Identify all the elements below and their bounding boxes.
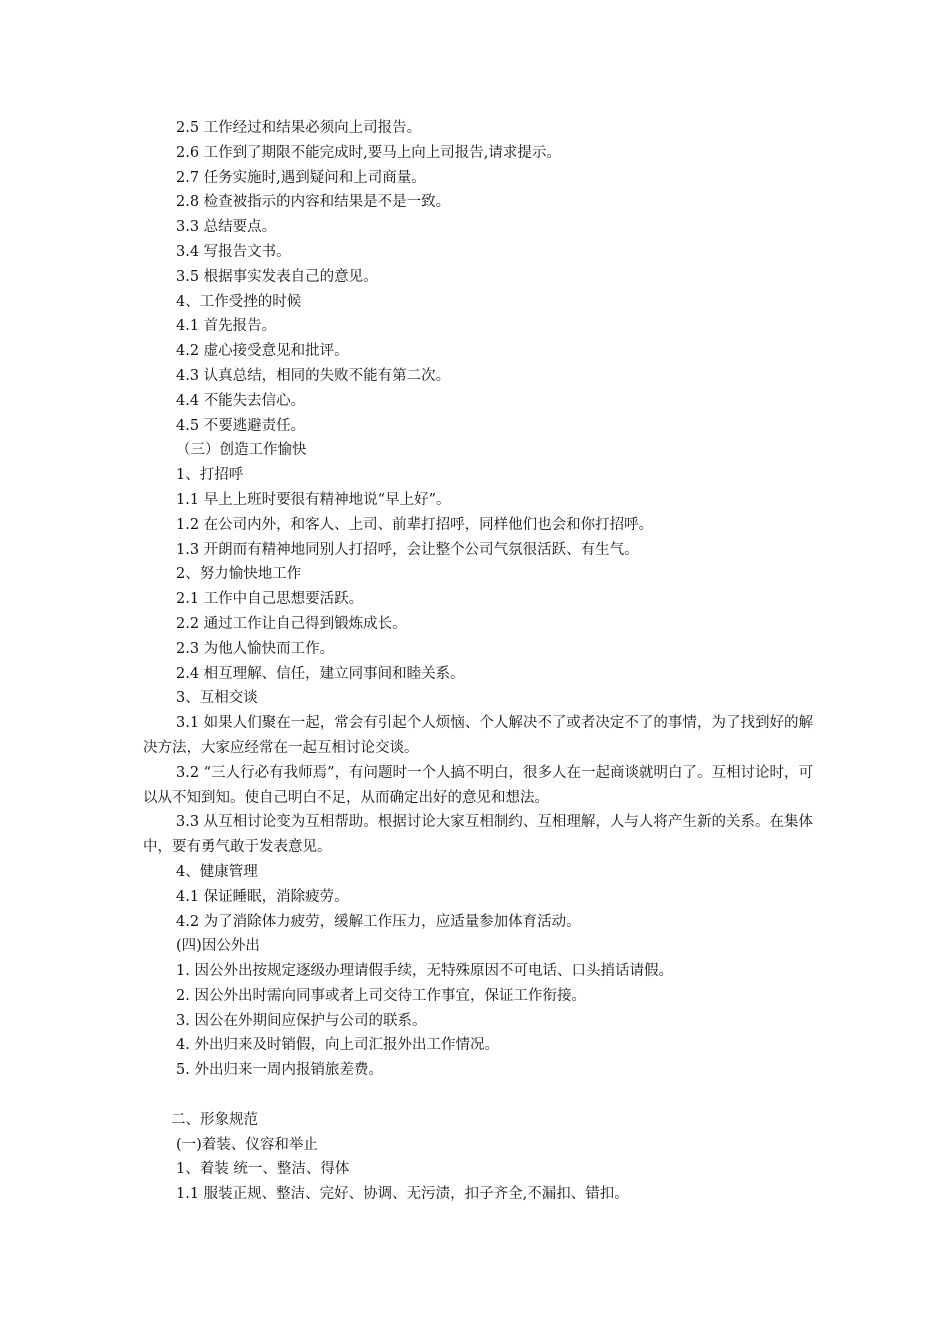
text-line: 1.1 早上上班时要很有精神地说“早上好”。: [176, 491, 451, 508]
text-line: 2.5 工作经过和结果必须向上司报告。: [176, 120, 422, 136]
text-line: 4.5 不要逃避责任。: [176, 417, 306, 434]
section-heading: 4、工作受挫的时候: [176, 293, 302, 310]
text-line: 2.1 工作中自己思想要活跃。: [176, 591, 364, 608]
text-line: 2.6 工作到了期限不能完成时,要马上向上司报告,请求提示。: [176, 144, 561, 161]
text-line: 4.1 首先报告。: [176, 318, 277, 335]
section-heading: 1、着装 统一、整洁、得体: [176, 1161, 350, 1178]
text-paragraph: 3.1 如果人们聚在一起，常会有引起个人烦恼、个人解决不了或者决定不了的事情，为了找到好的解决方法，大家应经常在一起互相讨论交谈。: [143, 715, 813, 756]
text-line: 4.2 虚心接受意见和批评。: [176, 343, 349, 360]
text-line: 3. 因公在外期间应保护与公司的联系。: [176, 1012, 427, 1029]
text-line: 4.2 为了消除体力疲劳，缓解工作压力，应适量参加体育活动。: [176, 913, 581, 930]
section-heading: 2、努力愉快地工作: [176, 566, 302, 583]
text-line: 3.5 根据事实发表自己的意见。: [176, 268, 378, 285]
text-line: 3.4 写报告文书。: [176, 243, 291, 260]
text-line: 4. 外出归来及时销假，向上司汇报外出工作情况。: [176, 1037, 499, 1054]
section-heading: (四)因公外出: [176, 938, 260, 955]
text-line: 4.3 认真总结，相同的失败不能有第二次。: [176, 367, 451, 384]
text-paragraph: 3.2 “三人行必有我师焉”，有问题时一个人搞不明白，很多人在一起商谈就明白了。互相讨论时，可以从不知到知。使自己明白不足，从而确定出好的意见和想法。: [143, 764, 813, 806]
text-line: 1. 因公外出按规定逐级办理请假手续，无特殊原因不可电话、口头捎话请假。: [176, 963, 673, 980]
text-line: 2.2 通过工作让自己得到锻炼成长。: [176, 615, 407, 632]
text-line: 1.2 在公司内外，和客人、上司、前辈打招呼，同样他们也会和你打招呼。: [176, 516, 654, 533]
text-paragraph: 3.3 从互相讨论变为互相帮助。根据讨论大家互相制约、互相理解，人与人将产生新的关系。在集体中，要有勇气敢于发表意见。: [143, 814, 813, 856]
section-heading: (一)着装、仪容和举止: [176, 1136, 318, 1153]
text-line: 1.3 开朗而有精神地同别人打招呼，会让整个公司气氛很活跃、有生气。: [176, 541, 639, 558]
section-heading: 4、健康管理: [176, 863, 258, 880]
text-line: 2.4 相互理解、信任，建立同事间和睦关系。: [176, 665, 465, 682]
text-line: 4.1 保证睡眠，消除疲劳。: [176, 888, 349, 905]
document-body: [143, 116, 813, 1207]
text-line: 4.4 不能失去信心。: [176, 392, 306, 409]
text-line: 5. 外出归来一周内报销旅差费。: [176, 1062, 383, 1079]
text-line: 2.7 任务实施时,遇到疑问和上司商量。: [176, 169, 426, 186]
text-line: 1.1 服装正规、整洁、完好、协调、无污渍，扣子齐全,不漏扣、错扣。: [176, 1186, 629, 1203]
chapter-heading: 二、形象规范: [171, 1111, 258, 1128]
text-line: 2. 因公外出时需向同事或者上司交待工作事宜，保证工作衔接。: [176, 987, 586, 1004]
text-line: 2.8 检查被指示的内容和结果是不是一致。: [176, 194, 451, 211]
section-heading: 3、互相交谈: [176, 690, 258, 707]
section-heading: 1、打招呼: [176, 467, 244, 484]
text-line: 3.3 总结要点。: [176, 219, 277, 236]
section-heading: （三）创造工作愉快: [176, 442, 307, 459]
text-line: 2.3 为他人愉快而工作。: [176, 640, 335, 657]
blank-line: [143, 1083, 813, 1108]
